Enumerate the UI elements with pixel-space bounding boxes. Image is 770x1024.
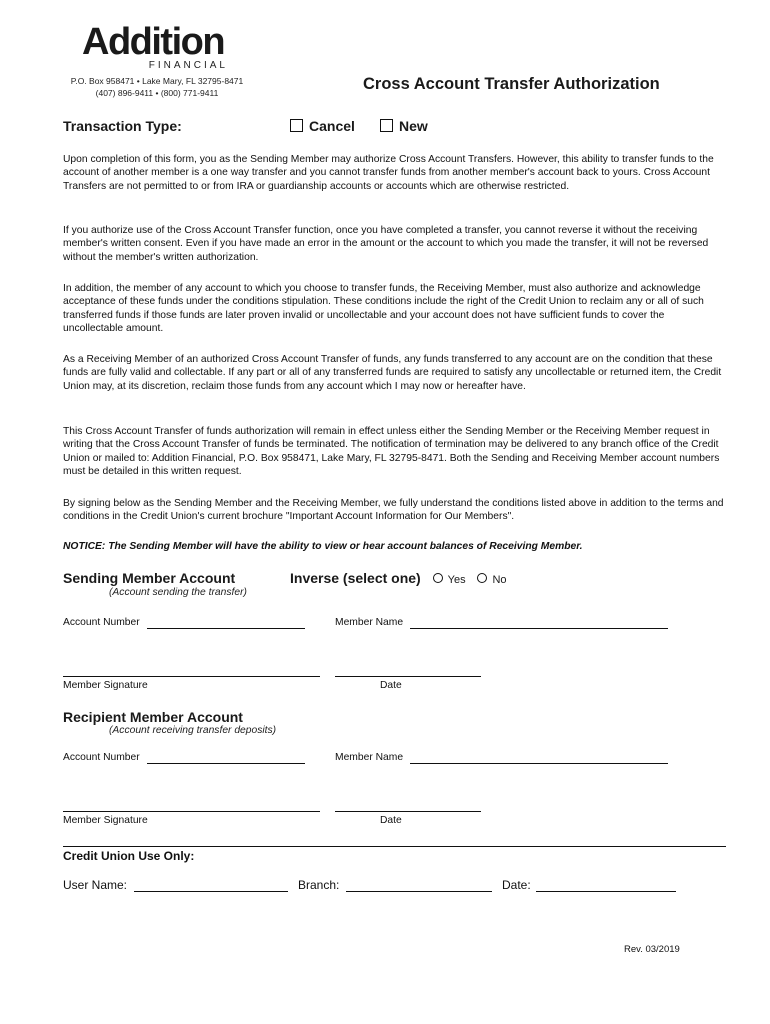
recipient-date-label: Date [380,815,402,826]
sending-signature-label: Member Signature [63,680,148,691]
revision-label: Rev. 03/2019 [624,944,680,955]
inverse-group [290,570,507,586]
cancel-checkbox[interactable] [290,119,303,132]
paragraph-reversal: If you authorize use of the Cross Account Transfer function, once you have completed a transfer, you cannot reverse it without the receiving member's written consent. Even if you have made an error in the amount or the account to which you made the transfer, it will not be reversed without the member's written authorization. [63,225,709,263]
inverse-yes-label: Yes [447,574,466,586]
paragraph-acknowledgement: By signing below as the Sending Member and the Receiving Member, we fully understand the conditions listed above in addition to the terms and conditions in the Credit Union's current brochure "Important Account Information for Our Members". [63,498,724,523]
sending-account-number-label: Account Number [63,617,140,628]
branch-label: Branch: [298,878,340,892]
recipient-account-number-field[interactable] [147,763,305,764]
phone-line: (407) 896-9411 • (800) 771-9411 [95,88,219,98]
user-name-label: User Name: [63,878,128,892]
inverse-yes-radio[interactable] [433,573,443,583]
cu-date-label: Date: [502,878,531,892]
paragraph-reclaim: As a Receiving Member of an authorized Cross Account Transfer of funds, any funds transferred to any account are on the condition that these funds are fully valid and collectable. If any part or all of any transferred funds are required to satisfy any uncollectable or returned item, the Credit Union may, at its discretion, reclaim those funds from any account which I may now or hereafter have. [63,354,722,392]
credit-union-heading: Credit Union Use Only: [63,849,195,863]
form-title: Cross Account Transfer Authorization [363,75,660,93]
cu-date-field[interactable] [536,891,676,892]
new-label: New [399,118,428,134]
cancel-option[interactable] [290,118,355,134]
sending-date-line[interactable] [335,676,481,677]
branch-field[interactable] [346,891,492,892]
logo-subtitle: FINANCIAL [148,60,228,71]
sending-member-name-label: Member Name [335,617,404,628]
inverse-label: Inverse (select one) [290,570,421,586]
inverse-no-label: No [492,574,507,586]
recipient-member-name-field[interactable] [410,763,668,764]
recipient-date-line[interactable] [335,811,481,812]
section-divider [63,846,726,847]
sending-member-name-field[interactable] [410,628,668,629]
sending-account-number-field[interactable] [147,628,305,629]
paragraph-receiving-consent: In addition, the member of any account to which you choose to transfer funds, the Receiving Member, must also authorize and acknowledge acceptance of these funds under the conditions stipulation. These conditions include the right of the Credit Union to reclaim any or all of such transferred funds if those funds are later proven invalid or uncollectable and your account does not have sufficient funds to cover the uncollectable amount. [63,283,704,335]
new-checkbox[interactable] [380,119,393,132]
recipient-signature-label: Member Signature [63,815,148,826]
recipient-subheading: (Account receiving transfer deposits) [109,725,277,736]
user-name-field[interactable] [134,891,288,892]
logo-wordmark: Addition [82,21,225,63]
recipient-account-number-label: Account Number [63,752,140,763]
notice-text: NOTICE: The Sending Member will have the ability to view or hear account balances of Receiving Member. [63,541,583,552]
sending-date-label: Date [380,680,402,691]
sending-signature-line[interactable] [63,676,320,677]
addition-financial-logo [82,22,232,71]
sending-heading: Sending Member Account [63,570,236,586]
paragraph-termination: This Cross Account Transfer of funds authorization will remain in effect unless either the Sending Member or the Receiving Member request in writing that the Cross Account Transfer of funds be terminated. The notification of termination may be delivered to any branch office of the Credit Union or mailed to: Addition Financial, P.O. Box 958471, Lake Mary, FL 32795-8471. Both the Sending and Receiving Member account numbers must be detailed in this written request. [63,426,720,478]
new-option[interactable] [380,118,428,134]
recipient-member-name-label: Member Name [335,752,404,763]
transaction-type-label: Transaction Type: [63,118,182,134]
address-line: P.O. Box 958471 • Lake Mary, FL 32795-8471 [70,76,244,86]
cancel-label: Cancel [309,118,355,134]
recipient-signature-line[interactable] [63,811,320,812]
recipient-heading: Recipient Member Account [63,709,243,725]
paragraph-scope: Upon completion of this form, you as the Sending Member may authorize Cross Account Transfers. However, this ability to transfer funds to the account of another member is a one way transfer and you cannot transfer funds from another member's account back to yours. Cross Account Transfers are not permitted to or from IRA or guardianship accounts or accounts which are otherwise restricted. [63,154,714,192]
inverse-no-radio[interactable] [477,573,487,583]
address-block [62,75,252,99]
sending-subheading: (Account sending the transfer) [109,587,247,598]
